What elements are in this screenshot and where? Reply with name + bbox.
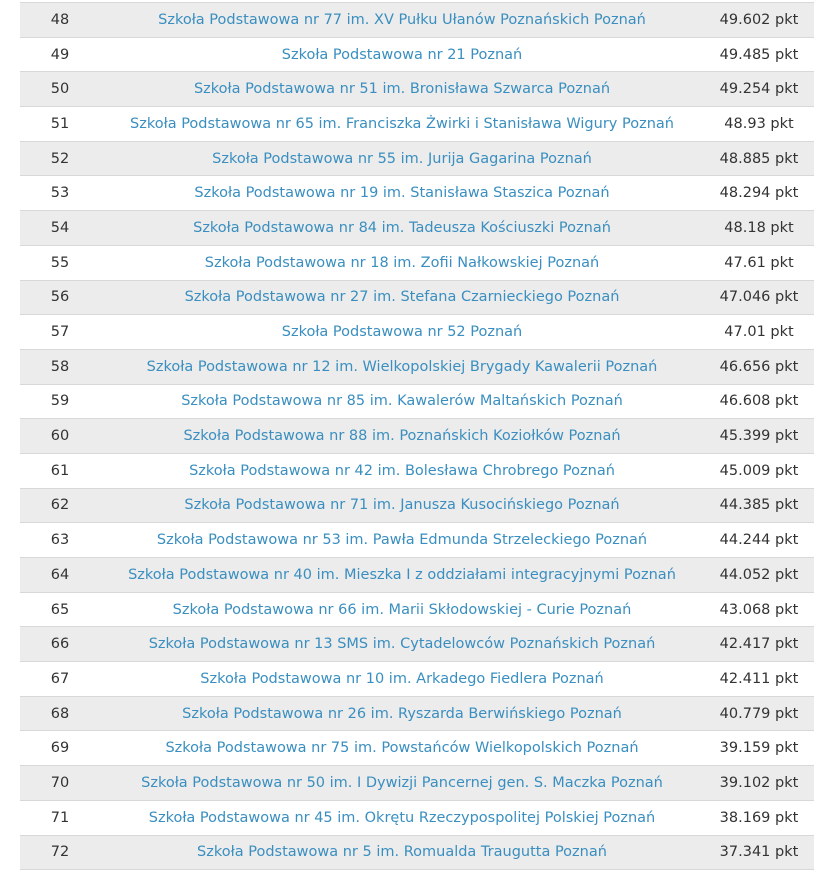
points-cell: 44.244 pkt (704, 532, 814, 548)
school-name-link[interactable]: Szkoła Podstawowa nr 66 im. Marii Skłodowskiej - Curie Poznań (100, 602, 704, 618)
school-name-link[interactable]: Szkoła Podstawowa nr 53 im. Pawła Edmunda Strzeleckiego Poznań (100, 532, 704, 548)
school-name-link[interactable]: Szkoła Podstawowa nr 84 im. Tadeusza Kościuszki Poznań (100, 220, 704, 236)
table-row (20, 211, 814, 246)
school-name-link[interactable]: Szkoła Podstawowa nr 27 im. Stefana Czarnieckiego Poznań (100, 289, 704, 305)
points-cell: 46.608 pkt (704, 393, 814, 409)
table-row (20, 627, 814, 662)
table-row (20, 246, 814, 281)
table-row (20, 281, 814, 316)
table-row (20, 315, 814, 350)
points-cell: 44.385 pkt (704, 497, 814, 513)
school-name-link[interactable]: Szkoła Podstawowa nr 21 Poznań (100, 47, 704, 63)
table-row (20, 801, 814, 836)
points-cell: 39.102 pkt (704, 775, 814, 791)
points-cell: 48.93 pkt (704, 116, 814, 132)
school-name-link[interactable]: Szkoła Podstawowa nr 13 SMS im. Cytadelowców Poznańskich Poznań (100, 636, 704, 652)
rank-cell: 51 (20, 116, 100, 132)
table-row (20, 489, 814, 524)
rank-cell: 55 (20, 255, 100, 271)
rank-cell: 65 (20, 602, 100, 618)
table-row (20, 176, 814, 211)
rank-cell: 57 (20, 324, 100, 340)
points-cell: 48.18 pkt (704, 220, 814, 236)
rank-cell: 70 (20, 775, 100, 791)
rank-cell: 72 (20, 844, 100, 860)
points-cell: 40.779 pkt (704, 706, 814, 722)
rank-cell: 63 (20, 532, 100, 548)
points-cell: 49.485 pkt (704, 47, 814, 63)
rank-cell: 61 (20, 463, 100, 479)
school-name-link[interactable]: Szkoła Podstawowa nr 12 im. Wielkopolskiej Brygady Kawalerii Poznań (100, 359, 704, 375)
table-row (20, 107, 814, 142)
points-cell: 39.159 pkt (704, 740, 814, 756)
points-cell: 47.01 pkt (704, 324, 814, 340)
table-row (20, 593, 814, 628)
rank-cell: 52 (20, 151, 100, 167)
school-name-link[interactable]: Szkoła Podstawowa nr 71 im. Janusza Kusocińskiego Poznań (100, 497, 704, 513)
points-cell: 48.294 pkt (704, 185, 814, 201)
rank-cell: 54 (20, 220, 100, 236)
table-row (20, 697, 814, 732)
points-cell: 47.046 pkt (704, 289, 814, 305)
table-row (20, 766, 814, 801)
rank-cell: 68 (20, 706, 100, 722)
points-cell: 43.068 pkt (704, 602, 814, 618)
school-name-link[interactable]: Szkoła Podstawowa nr 75 im. Powstańców Wielkopolskich Poznań (100, 740, 704, 756)
table-row (20, 3, 814, 38)
table-row (20, 350, 814, 385)
rank-cell: 50 (20, 81, 100, 97)
school-name-link[interactable]: Szkoła Podstawowa nr 45 im. Okrętu Rzeczypospolitej Polskiej Poznań (100, 810, 704, 826)
school-name-link[interactable]: Szkoła Podstawowa nr 77 im. XV Pułku Ułanów Poznańskich Poznań (100, 12, 704, 28)
school-ranking-table (20, 2, 814, 870)
rank-cell: 59 (20, 393, 100, 409)
points-cell: 45.399 pkt (704, 428, 814, 444)
school-name-link[interactable]: Szkoła Podstawowa nr 51 im. Bronisława Szwarca Poznań (100, 81, 704, 97)
rank-cell: 58 (20, 359, 100, 375)
table-row (20, 419, 814, 454)
school-name-link[interactable]: Szkoła Podstawowa nr 65 im. Franciszka Żwirki i Stanisława Wigury Poznań (100, 116, 704, 132)
table-row (20, 662, 814, 697)
school-name-link[interactable]: Szkoła Podstawowa nr 50 im. I Dywizji Pancernej gen. S. Maczka Poznań (100, 775, 704, 791)
points-cell: 45.009 pkt (704, 463, 814, 479)
points-cell: 49.254 pkt (704, 81, 814, 97)
rank-cell: 56 (20, 289, 100, 305)
school-name-link[interactable]: Szkoła Podstawowa nr 10 im. Arkadego Fiedlera Poznań (100, 671, 704, 687)
rank-cell: 49 (20, 47, 100, 63)
rank-cell: 53 (20, 185, 100, 201)
rank-cell: 48 (20, 12, 100, 28)
school-name-link[interactable]: Szkoła Podstawowa nr 42 im. Bolesława Chrobrego Poznań (100, 463, 704, 479)
table-row (20, 72, 814, 107)
table-row (20, 142, 814, 177)
rank-cell: 71 (20, 810, 100, 826)
table-row (20, 836, 814, 870)
points-cell: 49.602 pkt (704, 12, 814, 28)
school-name-link[interactable]: Szkoła Podstawowa nr 18 im. Zofii Nałkowskiej Poznań (100, 255, 704, 271)
points-cell: 37.341 pkt (704, 844, 814, 860)
table-row (20, 523, 814, 558)
rank-cell: 69 (20, 740, 100, 756)
rank-cell: 62 (20, 497, 100, 513)
rank-cell: 66 (20, 636, 100, 652)
points-cell: 42.411 pkt (704, 671, 814, 687)
table-row (20, 38, 814, 73)
table-row (20, 731, 814, 766)
school-name-link[interactable]: Szkoła Podstawowa nr 52 Poznań (100, 324, 704, 340)
points-cell: 38.169 pkt (704, 810, 814, 826)
points-cell: 48.885 pkt (704, 151, 814, 167)
table-row (20, 454, 814, 489)
school-name-link[interactable]: Szkoła Podstawowa nr 88 im. Poznańskich Koziołków Poznań (100, 428, 704, 444)
school-name-link[interactable]: Szkoła Podstawowa nr 19 im. Stanisława Staszica Poznań (100, 185, 704, 201)
rank-cell: 67 (20, 671, 100, 687)
school-name-link[interactable]: Szkoła Podstawowa nr 5 im. Romualda Traugutta Poznań (100, 844, 704, 860)
school-name-link[interactable]: Szkoła Podstawowa nr 55 im. Jurija Gagarina Poznań (100, 151, 704, 167)
points-cell: 47.61 pkt (704, 255, 814, 271)
school-name-link[interactable]: Szkoła Podstawowa nr 85 im. Kawalerów Maltańskich Poznań (100, 393, 704, 409)
rank-cell: 64 (20, 567, 100, 583)
school-name-link[interactable]: Szkoła Podstawowa nr 40 im. Mieszka I z oddziałami integracyjnymi Poznań (100, 567, 704, 583)
table-row (20, 558, 814, 593)
rank-cell: 60 (20, 428, 100, 444)
points-cell: 44.052 pkt (704, 567, 814, 583)
points-cell: 46.656 pkt (704, 359, 814, 375)
table-row (20, 385, 814, 420)
points-cell: 42.417 pkt (704, 636, 814, 652)
school-name-link[interactable]: Szkoła Podstawowa nr 26 im. Ryszarda Berwińskiego Poznań (100, 706, 704, 722)
